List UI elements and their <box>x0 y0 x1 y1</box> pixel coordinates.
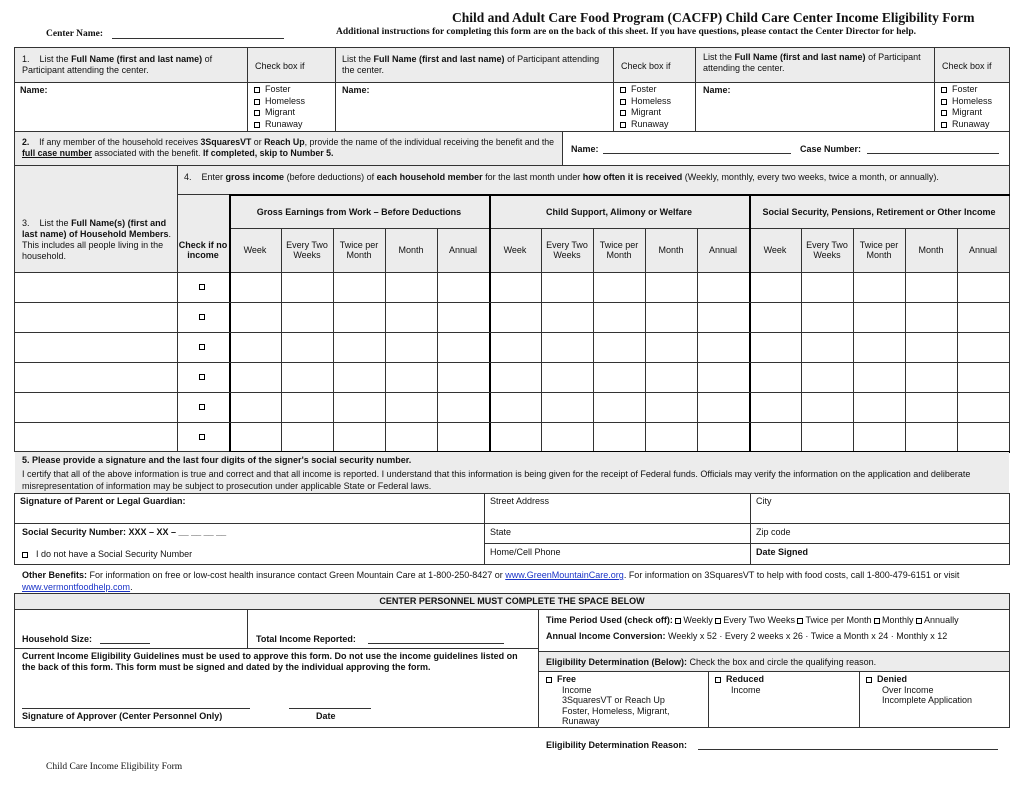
income-amount-input[interactable] <box>646 363 696 391</box>
income-amount-input[interactable] <box>438 423 488 451</box>
participant-name-field-2[interactable]: Name: <box>342 85 370 95</box>
income-amount-input[interactable] <box>230 273 280 301</box>
zip-code-field[interactable]: Zip code <box>756 527 791 537</box>
income-amount-input[interactable] <box>282 363 332 391</box>
income-amount-input[interactable] <box>490 333 540 361</box>
income-amount-input[interactable] <box>750 333 800 361</box>
income-amount-input[interactable] <box>386 423 436 451</box>
income-group-header-other: Social Security, Pensions, Retirement or Other Income <box>762 206 996 217</box>
no-income-checkbox[interactable] <box>199 344 205 350</box>
reduced-option[interactable]: Reduced Income <box>715 674 764 695</box>
runaway-checkbox[interactable]: Runaway <box>620 119 671 131</box>
phone-field[interactable]: Home/Cell Phone <box>490 547 561 557</box>
income-amount-input[interactable] <box>750 393 800 421</box>
income-amount-input[interactable] <box>542 363 592 391</box>
income-amount-input[interactable] <box>542 423 592 451</box>
income-amount-input[interactable] <box>334 363 384 391</box>
income-amount-input[interactable] <box>802 273 852 301</box>
income-amount-input[interactable] <box>802 423 852 451</box>
frequency-header: Twice per Month <box>339 240 379 260</box>
income-amount-input[interactable] <box>542 393 592 421</box>
household-member-name-input[interactable] <box>15 392 176 422</box>
foster-checkbox[interactable]: Foster <box>254 84 305 96</box>
income-amount-input[interactable] <box>646 333 696 361</box>
income-amount-input[interactable] <box>490 363 540 391</box>
income-amount-input[interactable] <box>230 363 280 391</box>
green-mountain-care-link[interactable]: www.GreenMountainCare.org <box>505 570 624 580</box>
grid-line <box>1009 228 1010 452</box>
income-amount-input[interactable] <box>490 423 540 451</box>
foster-checkbox[interactable]: Foster <box>620 84 671 96</box>
migrant-checkbox[interactable]: Migrant <box>941 107 992 119</box>
date-signed-field[interactable]: Date Signed <box>756 547 809 557</box>
income-amount-input[interactable] <box>490 393 540 421</box>
no-ssn-checkbox[interactable]: I do not have a Social Security Number <box>22 549 192 559</box>
income-amount-input[interactable] <box>438 333 488 361</box>
income-amount-input[interactable] <box>386 393 436 421</box>
income-amount-input[interactable] <box>334 393 384 421</box>
frequency-header: Week <box>243 245 267 255</box>
income-amount-input[interactable] <box>958 273 1008 301</box>
frequency-header: Month <box>658 245 684 255</box>
income-amount-input[interactable] <box>698 273 748 301</box>
income-amount-input[interactable] <box>802 363 852 391</box>
participant-name-field-3[interactable]: Name: <box>703 85 731 95</box>
frequency-header: Week <box>763 245 787 255</box>
frequency-header: Month <box>918 245 944 255</box>
monthly-checkbox[interactable]: Monthly <box>874 615 914 625</box>
section1-prompt-1: 1. List the Full Name (first and last name) of Participant attending the center. <box>22 54 213 75</box>
household-member-name-input[interactable] <box>15 302 176 332</box>
city-field[interactable]: City <box>756 496 772 506</box>
eligibility-reason-field[interactable]: Eligibility Determination Reason: <box>546 740 688 750</box>
free-option[interactable]: Free Income 3SquaresVT or Reach Up Foster, Homeless, Migrant, Runaway <box>546 674 692 727</box>
denied-option[interactable]: Denied Over Income Incomplete Application <box>866 674 972 706</box>
income-amount-input[interactable] <box>542 303 592 331</box>
annually-checkbox[interactable]: Annually <box>916 615 959 625</box>
income-amount-input[interactable] <box>750 273 800 301</box>
income-amount-input[interactable] <box>594 363 644 391</box>
income-amount-input[interactable] <box>906 363 956 391</box>
status-checkboxes-2[interactable] <box>620 84 671 130</box>
income-amount-input[interactable] <box>646 393 696 421</box>
income-amount-input[interactable] <box>958 393 1008 421</box>
income-amount-input[interactable] <box>438 303 488 331</box>
frequency-header: Every Two Weeks <box>546 240 588 260</box>
status-checkboxes-1[interactable] <box>254 84 305 130</box>
income-amount-input[interactable] <box>282 333 332 361</box>
household-member-name-input[interactable] <box>15 332 176 362</box>
income-amount-input[interactable] <box>334 423 384 451</box>
approver-signature-label: Signature of Approver (Center Personnel Only) <box>22 711 223 721</box>
income-amount-input[interactable] <box>698 393 748 421</box>
income-amount-input[interactable] <box>854 393 904 421</box>
income-amount-input[interactable] <box>386 273 436 301</box>
income-amount-input[interactable] <box>386 363 436 391</box>
benefit-name-field[interactable]: Name: <box>571 144 599 154</box>
participant-name-field-1[interactable]: Name: <box>20 85 48 95</box>
no-income-checkbox[interactable] <box>199 374 205 380</box>
income-amount-input[interactable] <box>594 273 644 301</box>
income-amount-input[interactable] <box>958 363 1008 391</box>
vermont-food-help-link[interactable]: www.vermontfoodhelp.com <box>22 582 131 592</box>
total-income-field[interactable]: Total Income Reported: <box>256 634 356 644</box>
income-amount-input[interactable] <box>230 423 280 451</box>
income-amount-input[interactable] <box>490 273 540 301</box>
income-amount-input[interactable] <box>750 363 800 391</box>
income-amount-input[interactable] <box>490 303 540 331</box>
no-income-checkbox[interactable] <box>199 284 205 290</box>
personnel-banner-text: CENTER PERSONNEL MUST COMPLETE THE SPACE BELOW <box>379 596 645 606</box>
guidelines-text: Current Income Eligibility Guidelines must be used to approve this form. Do not use the income guidelines listed on the back of this form. This form must be signed and dated by the individual approving the form. <box>22 651 518 672</box>
twice-per-month-checkbox[interactable]: Twice per Month <box>797 615 871 625</box>
section1-prompt-2: List the Full Name (first and last name) of Participant attending the center. <box>342 54 600 75</box>
income-amount-input[interactable] <box>802 333 852 361</box>
section1-check-label-3: Check box if <box>942 61 992 71</box>
grid-line <box>229 194 1010 196</box>
income-amount-input[interactable] <box>594 423 644 451</box>
income-amount-input[interactable] <box>854 273 904 301</box>
household-member-name-input[interactable] <box>15 362 176 392</box>
income-amount-input[interactable] <box>282 393 332 421</box>
frequency-header: Annual <box>708 245 738 255</box>
other-benefits-text: Other Benefits: For information on free or low-cost health insurance contact Green Mountain Care at 1-800-250-8427 or www.GreenMountainCare.org. For information on 3SquaresVT to help with food costs, call 1-800-479-6151 or visit www.vermontfoodhelp.com. <box>22 570 960 592</box>
income-amount-input[interactable] <box>386 303 436 331</box>
center-name-label: Center Name: <box>46 29 104 39</box>
income-amount-input[interactable] <box>958 303 1008 331</box>
income-amount-input[interactable] <box>854 423 904 451</box>
section1-prompt-3: List the Full Name (first and last name) of Participant attending the center. <box>703 52 921 73</box>
section4-prompt: 4. Enter gross income (before deductions) of each household member for the last month under how often it is received (Weekly, monthly, every two weeks, twice a month, or annually). <box>184 172 939 182</box>
income-amount-input[interactable] <box>594 303 644 331</box>
income-amount-input[interactable] <box>594 333 644 361</box>
section3-prompt: 3. List the Full Name(s) (first and last name) of Household Members. This includes all people living in the household. <box>22 218 172 261</box>
form-title: Child and Adult Care Food Program (CACFP) Child Care Center Income Eligibility Form <box>452 10 975 25</box>
income-amount-input[interactable] <box>438 363 488 391</box>
no-income-checkbox[interactable] <box>199 314 205 320</box>
section5-heading: 5. Please provide a signature and the last four digits of the signer's social security number. <box>22 455 412 465</box>
time-period-row: Time Period Used (check off): Weekly Every Two Weeks Twice per Month Monthly Annually <box>546 615 959 625</box>
income-amount-input[interactable] <box>230 333 280 361</box>
section1-check-label-2: Check box if <box>621 61 671 71</box>
income-amount-input[interactable] <box>958 423 1008 451</box>
income-group-header-support: Child Support, Alimony or Welfare <box>545 206 692 217</box>
income-amount-input[interactable] <box>906 303 956 331</box>
income-amount-input[interactable] <box>646 423 696 451</box>
homeless-checkbox[interactable]: Homeless <box>620 96 671 108</box>
center-name-input[interactable] <box>112 38 284 39</box>
income-amount-input[interactable] <box>698 303 748 331</box>
homeless-checkbox[interactable]: Homeless <box>941 96 992 108</box>
income-amount-input[interactable] <box>750 423 800 451</box>
instructions-text: Additional instructions for completing this form are on the back of this sheet. If you have questions, please contact the Center Director for help. <box>336 27 917 37</box>
household-member-name-input[interactable] <box>15 422 176 452</box>
income-amount-input[interactable] <box>542 333 592 361</box>
weekly-checkbox[interactable]: Weekly <box>675 615 712 625</box>
section1-check-label-1: Check box if <box>255 61 305 71</box>
income-amount-input[interactable] <box>698 363 748 391</box>
frequency-header: Twice per Month <box>859 240 899 260</box>
income-amount-input[interactable] <box>698 333 748 361</box>
every-two-weeks-checkbox[interactable]: Every Two Weeks <box>715 615 795 625</box>
section2-prompt: 2. If any member of the household receives 3SquaresVT or Reach Up, provide the name of the individual receiving the benefit and the full case number associated with the benefit. If completed, skip to Number 5. <box>22 137 555 158</box>
household-size-field[interactable]: Household Size: <box>22 634 93 644</box>
frequency-header: Annual <box>448 245 478 255</box>
income-amount-input[interactable] <box>906 333 956 361</box>
ssn-field[interactable]: Social Security Number: XXX – XX – __ __ __ __ <box>22 527 227 537</box>
homeless-checkbox[interactable]: Homeless <box>254 96 305 108</box>
income-amount-input[interactable] <box>646 303 696 331</box>
frequency-header: Week <box>503 245 527 255</box>
income-amount-input[interactable] <box>802 303 852 331</box>
household-member-name-input[interactable] <box>15 272 176 302</box>
income-amount-input[interactable] <box>802 393 852 421</box>
income-amount-input[interactable] <box>698 423 748 451</box>
income-amount-input[interactable] <box>906 393 956 421</box>
case-number-field[interactable]: Case Number: <box>800 144 862 154</box>
income-amount-input[interactable] <box>594 393 644 421</box>
income-amount-input[interactable] <box>854 303 904 331</box>
income-amount-input[interactable] <box>906 423 956 451</box>
frequency-header: Annual <box>968 245 998 255</box>
parent-signature-field[interactable]: Signature of Parent or Legal Guardian: <box>20 496 186 506</box>
no-income-checkbox[interactable] <box>199 434 205 440</box>
income-amount-input[interactable] <box>854 363 904 391</box>
frequency-header: Month <box>398 245 424 255</box>
income-amount-input[interactable] <box>438 273 488 301</box>
frequency-header: Twice per Month <box>599 240 639 260</box>
status-checkboxes-3[interactable] <box>941 84 992 130</box>
annual-conversion-row: Annual Income Conversion: Weekly x 52 · Every 2 weeks x 26 · Twice a Month x 24 · Monthly x 12 <box>546 631 948 641</box>
income-amount-input[interactable] <box>230 393 280 421</box>
income-amount-input[interactable] <box>438 393 488 421</box>
income-amount-input[interactable] <box>230 303 280 331</box>
frequency-header: Every Two Weeks <box>806 240 848 260</box>
street-address-field[interactable]: Street Address <box>490 496 550 506</box>
approver-date-label: Date <box>316 711 336 721</box>
income-amount-input[interactable] <box>282 303 332 331</box>
frequency-header: Every Two Weeks <box>286 240 328 260</box>
migrant-checkbox[interactable]: Migrant <box>254 107 305 119</box>
section1-entry-row <box>14 82 1010 132</box>
income-amount-input[interactable] <box>282 423 332 451</box>
income-amount-input[interactable] <box>334 303 384 331</box>
income-amount-input[interactable] <box>958 333 1008 361</box>
income-amount-input[interactable] <box>386 333 436 361</box>
income-amount-input[interactable] <box>334 333 384 361</box>
certification-text: I certify that all of the above information is true and correct and that all income is reported. I understand that this information is being given for the receipt of Federal funds. Officials may verify the information on the application and deliberate misrepresentation of information may be subject to prosecution under applicable State or Federal laws. <box>22 469 971 491</box>
income-amount-input[interactable] <box>750 303 800 331</box>
income-amount-input[interactable] <box>334 273 384 301</box>
eligibility-determination-header: Eligibility Determination (Below): Check the box and circle the qualifying reason. <box>546 657 877 667</box>
income-amount-input[interactable] <box>646 273 696 301</box>
migrant-checkbox[interactable]: Migrant <box>620 107 671 119</box>
income-group-header-earnings: Gross Earnings from Work – Before Deductions <box>256 206 462 217</box>
state-field[interactable]: State <box>490 527 512 537</box>
runaway-checkbox[interactable]: Runaway <box>254 119 305 131</box>
footer-text: Child Care Income Eligibility Form <box>46 762 183 772</box>
income-amount-input[interactable] <box>282 273 332 301</box>
income-amount-input[interactable] <box>542 273 592 301</box>
no-income-checkbox[interactable] <box>199 404 205 410</box>
runaway-checkbox[interactable]: Runaway <box>941 119 992 131</box>
no-income-header: Check if no income <box>178 240 228 260</box>
income-amount-input[interactable] <box>906 273 956 301</box>
foster-checkbox[interactable]: Foster <box>941 84 992 96</box>
income-amount-input[interactable] <box>854 333 904 361</box>
